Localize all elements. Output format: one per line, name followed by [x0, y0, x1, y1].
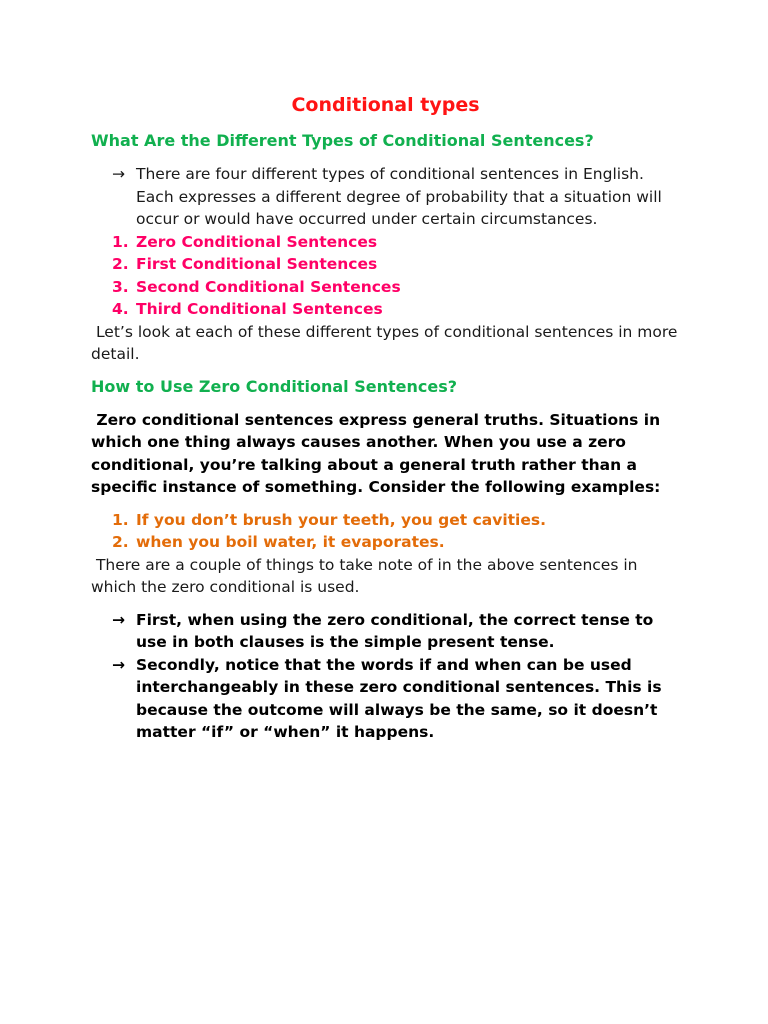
section-heading-zero: How to Use Zero Conditional Sentences?	[91, 376, 458, 396]
points-list	[91, 609, 680, 744]
type-label: First Conditional Sentences	[136, 255, 378, 273]
type-label: Zero Conditional Sentences	[136, 232, 378, 251]
conditional-types-list	[91, 231, 680, 321]
list-number: 1.	[112, 232, 129, 251]
list-item	[91, 509, 680, 532]
list-item	[91, 231, 680, 254]
list-item	[91, 609, 680, 654]
list-item	[91, 654, 680, 744]
note-paragraph: There are a couple of things to take note of in the above sentences in which the zero conditional is used.	[91, 555, 643, 596]
examples-list	[91, 509, 680, 554]
arrow-icon: →	[112, 165, 125, 183]
list-number: 2.	[112, 533, 129, 551]
example-text: when you boil water, it evaporates.	[136, 533, 445, 551]
list-item	[91, 253, 680, 276]
type-label: Second Conditional Sentences	[136, 277, 401, 296]
page-title: Conditional types	[291, 94, 480, 116]
list-item	[91, 531, 680, 554]
example-text: If you don’t brush your teeth, you get cavities.	[136, 510, 546, 529]
list-item	[91, 163, 680, 231]
arrow-icon: →	[112, 655, 125, 674]
arrow-icon: →	[112, 610, 125, 629]
list-number: 2.	[112, 255, 129, 273]
intro-bullet-list	[91, 163, 680, 231]
followup-paragraph: Let’s look at each of these different types of conditional sentences in more detail.	[91, 322, 683, 363]
list-item	[91, 276, 680, 299]
point-text: Secondly, notice that the words if and when can be used interchangeably in these zero conditional sentences. This is because the outcome will always be the same, so it doesn’t matter “if” or “when” it happens.	[136, 655, 662, 741]
intro-bullet-text: There are four different types of conditional sentences in English. Each expresses a different degree of probability that a situation will occur or would have occurred under certain circumstances.	[136, 165, 662, 228]
type-label: Third Conditional Sentences	[136, 300, 383, 318]
zero-explanation-paragraph: Zero conditional sentences express general truths. Situations in which one thing always causes another. When you use a zero conditional, you’re talking about a general truth rather than a specific instance of something. Consider the following examples:	[91, 410, 666, 496]
point-text: First, when using the zero conditional, the correct tense to use in both clauses is the simple present tense.	[136, 610, 654, 651]
section-heading-types: What Are the Different Types of Conditional Sentences?	[91, 131, 594, 150]
list-number: 4.	[112, 300, 129, 318]
list-number: 3.	[112, 277, 129, 296]
list-item	[91, 298, 680, 321]
list-number: 1.	[112, 510, 129, 529]
